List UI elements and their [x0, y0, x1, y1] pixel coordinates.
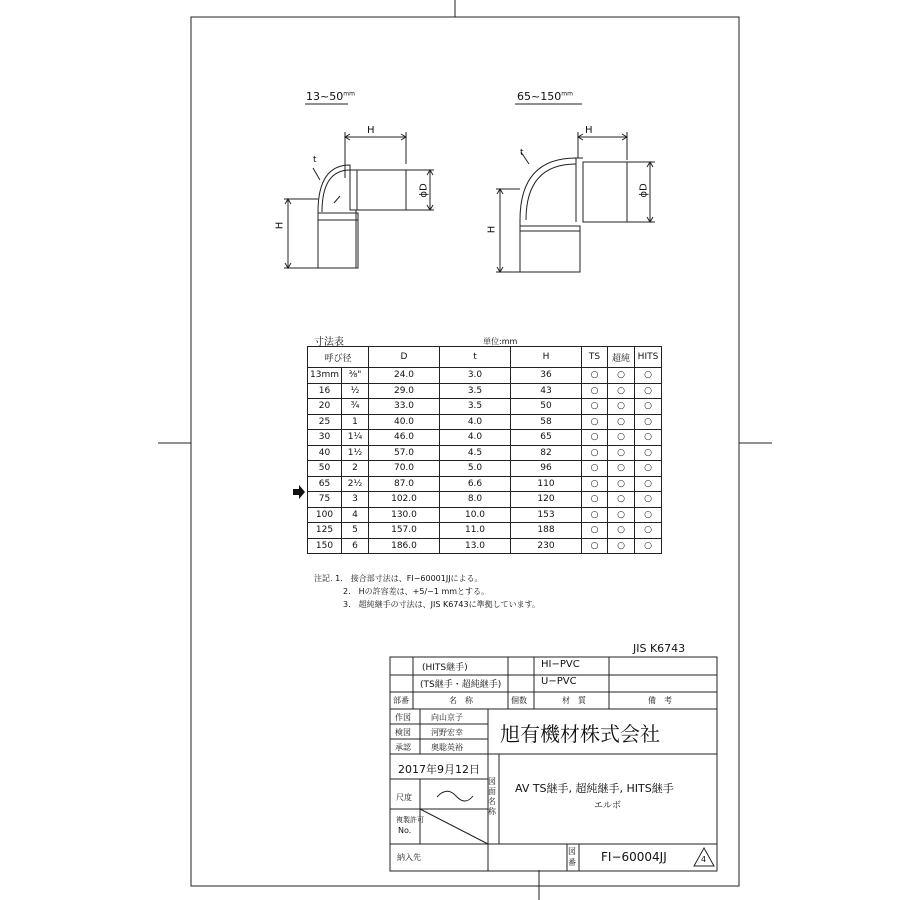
label-shonin: 承認 [395, 743, 411, 752]
cell-nominal-inch: 1½ [342, 445, 369, 461]
note-2: 2. Hの許容差は、+5/−1 mmとする。 [343, 587, 490, 596]
table-row [308, 476, 662, 492]
header-t: t [440, 347, 511, 368]
cell-t: 13.0 [440, 538, 511, 554]
cell-hits: ○ [635, 414, 662, 430]
cell-ts: ○ [582, 414, 608, 430]
cell-t: 11.0 [440, 523, 511, 539]
cell-hits: ○ [635, 430, 662, 446]
cell-d: 87.0 [369, 476, 440, 492]
label-seisei: 複製許可 [396, 816, 424, 824]
table-row [308, 523, 662, 539]
table-header-row [308, 347, 662, 368]
table-row [308, 445, 662, 461]
cell-h: 96 [511, 461, 582, 477]
cell-nominal-inch: 6 [342, 538, 369, 554]
header-buban: 部番 [393, 696, 409, 705]
cell-t: 5.0 [440, 461, 511, 477]
cell-d: 57.0 [369, 445, 440, 461]
large-dim-d: ϕD [638, 183, 650, 198]
cell-nominal-inch: 1¼ [342, 430, 369, 446]
cell-nominal-mm: 25 [308, 414, 342, 430]
small-dim-t: t [313, 155, 317, 165]
cell-h: 120 [511, 492, 582, 508]
cell-hits: ○ [635, 399, 662, 415]
cell-d: 102.0 [369, 492, 440, 508]
large-dim-h-left: H [486, 225, 498, 234]
cell-d: 33.0 [369, 399, 440, 415]
elbow-drawing-small [284, 104, 434, 268]
cell-h: 58 [511, 414, 582, 430]
cell-cho: ○ [608, 538, 635, 554]
table-row [308, 461, 662, 477]
label-sakuzu: 作図 [395, 713, 411, 722]
revision-number: 4 [701, 855, 707, 864]
header-ts: TS [582, 347, 608, 368]
cell-d: 130.0 [369, 507, 440, 523]
header-cho: 超純 [608, 347, 635, 368]
drawing-number: FI−60004JJ [601, 850, 667, 864]
cell-cho: ○ [608, 476, 635, 492]
table-row [308, 507, 662, 523]
cell-nominal-mm: 30 [308, 430, 342, 446]
small-range-label: $13\sim 50^{mm}$ [306, 90, 355, 103]
cell-ts: ○ [582, 368, 608, 384]
label-shakudo: 尺度 [396, 793, 412, 802]
cell-nominal-mm: 75 [308, 492, 342, 508]
cell-t: 8.0 [440, 492, 511, 508]
table-row [308, 383, 662, 399]
cell-hits: ○ [635, 383, 662, 399]
cell-nominal-inch: 2 [342, 461, 369, 477]
cell-t: 3.5 [440, 399, 511, 415]
cell-t: 4.0 [440, 414, 511, 430]
table-row [308, 399, 662, 415]
drawing-name-1: AV TS継手, 超純継手, HITS継手 [515, 782, 674, 795]
notes-label: 注記. [314, 574, 333, 583]
cell-nominal-mm: 100 [308, 507, 342, 523]
cell-ts: ○ [582, 492, 608, 508]
cell-hits: ○ [635, 492, 662, 508]
value-sakuzu: 向山京子 [431, 713, 463, 722]
large-range-label: $65\sim 150^{mm}$ [517, 90, 573, 103]
cell-ts: ○ [582, 445, 608, 461]
header-zaishitsu: 材 質 [562, 696, 586, 705]
cell-nominal-mm: 65 [308, 476, 342, 492]
cell-h: 65 [511, 430, 582, 446]
header-hits: HITS [635, 347, 662, 368]
cell-hits: ○ [635, 476, 662, 492]
table-row [308, 430, 662, 446]
drawing-name-2: エルボ [594, 801, 622, 811]
cell-h: 230 [511, 538, 582, 554]
large-dim-t: t [520, 148, 524, 158]
value-kenzu: 河野宏幸 [431, 728, 463, 737]
cell-nominal-mm: 40 [308, 445, 342, 461]
header-meisho: 名 称 [449, 696, 473, 705]
cell-nominal-mm: 125 [308, 523, 342, 539]
cell-t: 10.0 [440, 507, 511, 523]
cell-cho: ○ [608, 414, 635, 430]
cell-cho: ○ [608, 383, 635, 399]
cell-nominal-mm: 50 [308, 461, 342, 477]
large-dim-h-top: H [585, 125, 593, 136]
cell-hits: ○ [635, 445, 662, 461]
cell-nominal-inch: 4 [342, 507, 369, 523]
part1-material: HI−PVC [541, 659, 580, 670]
cell-nominal-inch: ⅜" [342, 368, 369, 384]
cell-ts: ○ [582, 507, 608, 523]
cell-nominal-inch: ½ [342, 383, 369, 399]
cell-d: 29.0 [369, 383, 440, 399]
cell-cho: ○ [608, 507, 635, 523]
cell-cho: ○ [608, 368, 635, 384]
cell-t: 4.5 [440, 445, 511, 461]
cell-cho: ○ [608, 399, 635, 415]
cell-ts: ○ [582, 430, 608, 446]
small-dim-h-top: H [367, 125, 375, 136]
cell-d: 186.0 [369, 538, 440, 554]
cell-cho: ○ [608, 523, 635, 539]
part2-name: (TS継手・超純継手) [420, 680, 502, 690]
cell-h: 43 [511, 383, 582, 399]
cell-d: 24.0 [369, 368, 440, 384]
cell-nominal-mm: 16 [308, 383, 342, 399]
cell-nominal-mm: 150 [308, 538, 342, 554]
drawing-date: 2017年9月12日 [398, 763, 480, 776]
cell-ts: ○ [582, 538, 608, 554]
company-name: 旭有機材株式会社 [500, 722, 660, 746]
cell-nominal-inch: 1 [342, 414, 369, 430]
cell-nominal-inch: 3 [342, 492, 369, 508]
cell-cho: ○ [608, 445, 635, 461]
part1-name: (HITS継手) [422, 663, 468, 673]
cell-nominal-inch: ¾ [342, 399, 369, 415]
cell-hits: ○ [635, 538, 662, 554]
small-dim-d: ϕD [418, 183, 430, 198]
cell-t: 6.6 [440, 476, 511, 492]
table-row [308, 368, 662, 384]
note-1: 1. 接合部寸法は、FI−60001JJによる。 [335, 574, 483, 583]
elbow-drawing-large [496, 104, 655, 272]
cell-cho: ○ [608, 492, 635, 508]
cell-d: 70.0 [369, 461, 440, 477]
part2-material: U−PVC [541, 676, 577, 687]
cell-h: 153 [511, 507, 582, 523]
notes [314, 572, 540, 611]
table-row [308, 414, 662, 430]
cell-hits: ○ [635, 523, 662, 539]
table-row [308, 538, 662, 554]
row-pointer-arrow-icon [293, 485, 305, 499]
header-biko: 備 考 [648, 696, 672, 705]
cell-ts: ○ [582, 383, 608, 399]
dimension-table [307, 346, 662, 554]
label-zuban: 図番 [568, 847, 576, 867]
standard-label: JIS K6743 [633, 642, 686, 655]
small-dim-h-left: H [274, 221, 286, 230]
cell-d: 157.0 [369, 523, 440, 539]
cell-nominal-inch: 2½ [342, 476, 369, 492]
cell-t: 4.0 [440, 430, 511, 446]
cell-h: 188 [511, 523, 582, 539]
cell-ts: ○ [582, 476, 608, 492]
cell-nominal-mm: 13mm [308, 368, 342, 384]
cell-ts: ○ [582, 399, 608, 415]
label-drawing-name: 図面名称 [488, 777, 496, 816]
header-h: H [511, 347, 582, 368]
cell-nominal-inch: 5 [342, 523, 369, 539]
cell-h: 110 [511, 476, 582, 492]
label-kenzu: 検図 [395, 728, 411, 737]
cell-hits: ○ [635, 368, 662, 384]
label-nonyusaki: 納入先 [397, 853, 421, 862]
cell-ts: ○ [582, 523, 608, 539]
table-unit: 単位:mm [483, 337, 518, 346]
cell-ts: ○ [582, 461, 608, 477]
cell-cho: ○ [608, 430, 635, 446]
table-row [308, 492, 662, 508]
header-d: D [369, 347, 440, 368]
table-title: 寸法表 [314, 337, 344, 348]
cell-h: 50 [511, 399, 582, 415]
value-shonin: 奥聡英裕 [431, 743, 463, 752]
cell-hits: ○ [635, 461, 662, 477]
note-3: 3. 超純継手の寸法は、JIS K6743に準拠しています。 [343, 600, 540, 609]
header-kosu: 個数 [511, 696, 527, 705]
cell-cho: ○ [608, 461, 635, 477]
cell-hits: ○ [635, 507, 662, 523]
cell-d: 46.0 [369, 430, 440, 446]
cell-nominal-mm: 20 [308, 399, 342, 415]
label-no: No. [398, 826, 412, 835]
cell-h: 36 [511, 368, 582, 384]
cell-d: 40.0 [369, 414, 440, 430]
cell-t: 3.5 [440, 383, 511, 399]
header-nominal: 呼び径 [308, 347, 369, 368]
cell-h: 82 [511, 445, 582, 461]
cell-t: 3.0 [440, 368, 511, 384]
